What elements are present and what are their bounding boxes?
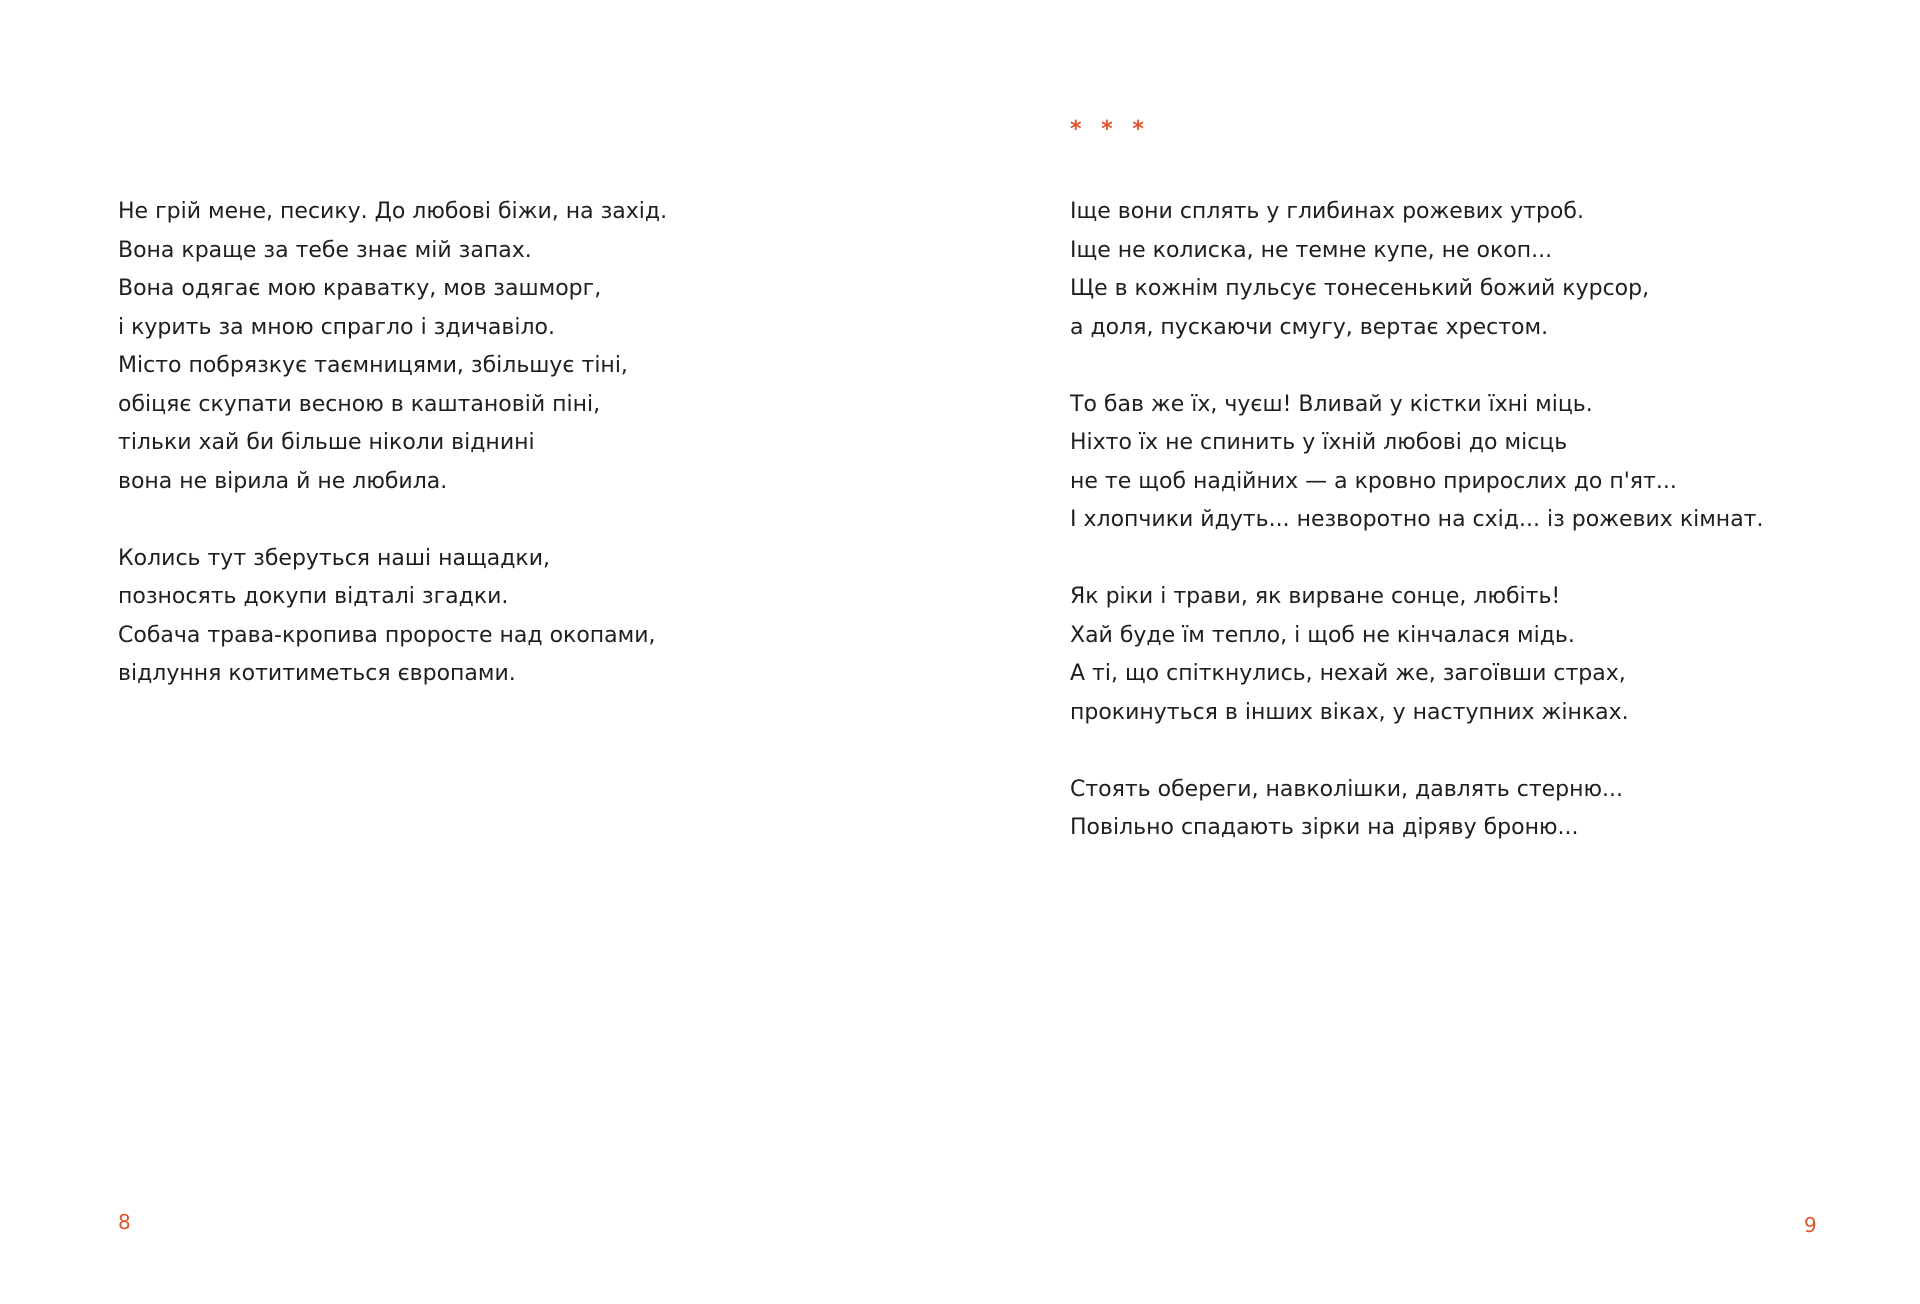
poem-line: Місто побрязкує таємницями, збільшує тіні, [118, 353, 628, 378]
stanza [1070, 771, 1763, 848]
poem-line: Ще в кожнім пульсує тонесенький божий курсор, [1070, 276, 1650, 301]
right-page [960, 0, 1920, 1304]
poem-line: Вона краще за тебе знає мій запах. [118, 237, 532, 263]
poem-line: То бав же їх, чуєш! Вливай у кістки їхні міць. [1070, 391, 1593, 417]
poem-line: не те щоб надійних — а кровно прирослих до п'ят... [1070, 468, 1677, 494]
page-number-left: 8 [118, 1210, 131, 1234]
poem-line: Вона одягає мою краватку, мов зашморг, [118, 276, 602, 301]
poem-line: Стоять обереги, навколішки, давлять стерню... [1070, 776, 1624, 802]
poem-line: Не грій мене, песику. До любові біжи, на захід. [118, 199, 668, 224]
poem-line: а доля, пускаючи смугу, вертає хрестом. [1070, 314, 1549, 340]
stanza [118, 540, 667, 694]
poem-line: Хай буде їм тепло, і щоб не кінчалася мідь. [1070, 622, 1575, 648]
poem-line: Собача трава-кропива проросте над окопами, [118, 622, 656, 648]
poem-line: позносять докупи відталі згадки. [118, 584, 509, 609]
stanza [1070, 386, 1763, 540]
poem-line: тільки хай би більше ніколи віднині [118, 430, 535, 455]
stanza [1070, 578, 1763, 732]
poem-line: Іще вони сплять у глибинах рожевих утроб. [1070, 199, 1584, 224]
poem-line: Повільно спадають зірки на діряву броню... [1070, 815, 1579, 840]
poem-line: прокинуться в інших віках, у наступних жінках. [1070, 699, 1629, 725]
poem-line: І хлопчики йдуть... незворотно на схід... із рожевих кімнат. [1070, 507, 1764, 532]
page-number-right: 9 [1804, 1213, 1817, 1237]
poem-line: обіцяє скупати весною в каштановій піні, [118, 391, 601, 417]
poem-line: і курить за мною спрагло і здичавіло. [118, 314, 555, 340]
section-separator: * * * [1070, 117, 1150, 142]
poem-line: вона не вірила й не любила. [118, 468, 448, 494]
poem-left [118, 193, 667, 694]
poem-line: А ті, що спіткнулись, нехай же, загоївши страх, [1070, 661, 1626, 686]
poem-line: Іще не колиска, не темне купе, не окоп... [1070, 237, 1553, 263]
poem-line: Як ріки і трави, як вирване сонце, любіть! [1070, 584, 1561, 609]
poem-right [1070, 193, 1763, 848]
stanza [1070, 193, 1763, 347]
poem-line: відлуння котитиметься європами. [118, 661, 516, 686]
stanza [118, 193, 667, 501]
poem-line: Ніхто їх не спинить у їхній любові до місць [1070, 430, 1568, 455]
poem-line: Колись тут зберуться наші нащадки, [118, 545, 550, 571]
